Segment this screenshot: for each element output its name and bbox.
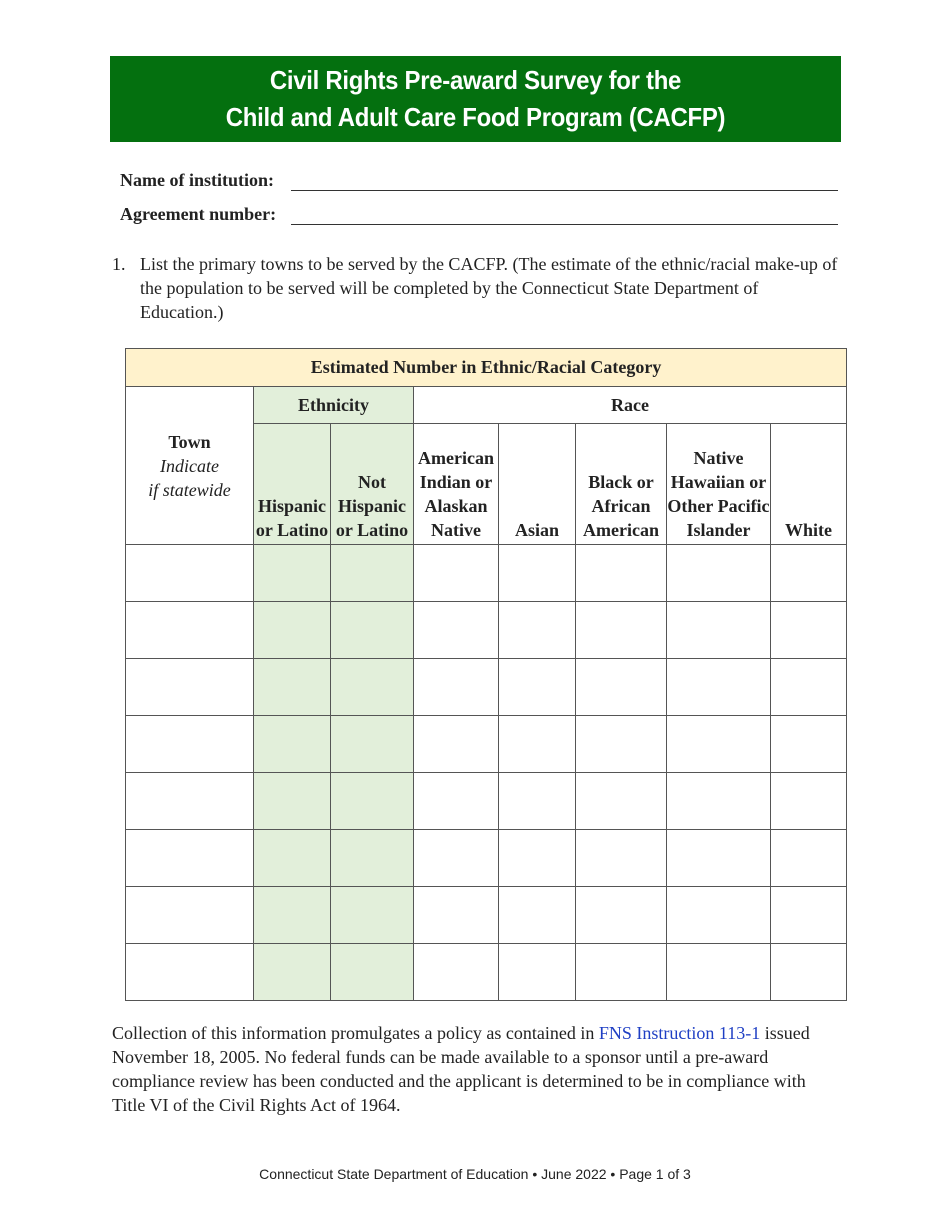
town-cell[interactable] xyxy=(126,545,254,602)
town-cell[interactable] xyxy=(126,944,254,1001)
count-cell[interactable] xyxy=(667,602,771,659)
count-cell[interactable] xyxy=(331,944,414,1001)
col-american-indian: American Indian or Alaskan Native xyxy=(414,424,499,545)
count-cell[interactable] xyxy=(576,659,667,716)
title-banner xyxy=(110,56,841,142)
institution-input-line[interactable] xyxy=(291,190,838,191)
count-cell[interactable] xyxy=(499,773,576,830)
count-cell[interactable] xyxy=(414,602,499,659)
count-cell[interactable] xyxy=(499,602,576,659)
count-cell[interactable] xyxy=(667,944,771,1001)
count-cell[interactable] xyxy=(331,887,414,944)
count-cell[interactable] xyxy=(499,659,576,716)
table-row xyxy=(126,659,847,716)
town-hint-2: if statewide xyxy=(148,479,231,500)
col-hispanic-or-latino: Hispanic or Latino xyxy=(254,424,331,545)
count-cell[interactable] xyxy=(667,830,771,887)
count-cell[interactable] xyxy=(576,830,667,887)
count-cell[interactable] xyxy=(499,830,576,887)
town-cell[interactable] xyxy=(126,887,254,944)
count-cell[interactable] xyxy=(576,602,667,659)
instruction-number: 1. xyxy=(112,254,126,274)
count-cell[interactable] xyxy=(414,716,499,773)
policy-text-before: Collection of this information promulgates a policy as contained in xyxy=(112,1023,599,1043)
count-cell[interactable] xyxy=(331,773,414,830)
count-cell[interactable] xyxy=(667,716,771,773)
town-header xyxy=(126,387,254,545)
fns-instruction-link[interactable]: FNS Instruction 113-1 xyxy=(598,1023,761,1043)
table-row xyxy=(126,545,847,602)
count-cell[interactable] xyxy=(771,659,847,716)
table-body xyxy=(126,545,847,1001)
table-row xyxy=(126,944,847,1001)
agreement-field-row xyxy=(120,204,276,225)
town-cell[interactable] xyxy=(126,716,254,773)
town-cell[interactable] xyxy=(126,602,254,659)
instruction-text: List the primary towns to be served by the CACFP. (The estimate of the ethnic/racial make-up of the population to be served will be completed by the Connecticut State Department of Education.) xyxy=(140,254,838,322)
ethnicity-header: Ethnicity xyxy=(254,387,414,424)
count-cell[interactable] xyxy=(576,716,667,773)
table-row xyxy=(126,716,847,773)
town-cell[interactable] xyxy=(126,659,254,716)
count-cell[interactable] xyxy=(499,944,576,1001)
count-cell[interactable] xyxy=(331,830,414,887)
town-label: Town xyxy=(168,431,211,452)
table-row xyxy=(126,830,847,887)
count-cell[interactable] xyxy=(576,773,667,830)
count-cell[interactable] xyxy=(331,545,414,602)
count-cell[interactable] xyxy=(254,944,331,1001)
town-cell[interactable] xyxy=(126,830,254,887)
count-cell[interactable] xyxy=(771,887,847,944)
count-cell[interactable] xyxy=(499,545,576,602)
count-cell[interactable] xyxy=(771,830,847,887)
race-header: Race xyxy=(414,387,847,424)
count-cell[interactable] xyxy=(667,545,771,602)
count-cell[interactable] xyxy=(771,602,847,659)
count-cell[interactable] xyxy=(576,887,667,944)
ethnic-racial-table xyxy=(125,348,847,1001)
table-row xyxy=(126,773,847,830)
agreement-label: Agreement number: xyxy=(120,204,277,224)
count-cell[interactable] xyxy=(254,716,331,773)
count-cell[interactable] xyxy=(254,773,331,830)
table-row xyxy=(126,887,847,944)
count-cell[interactable] xyxy=(414,659,499,716)
col-black-or-african-american: Black or African American xyxy=(576,424,667,545)
town-cell[interactable] xyxy=(126,773,254,830)
count-cell[interactable] xyxy=(576,545,667,602)
count-cell[interactable] xyxy=(576,944,667,1001)
page-footer: Connecticut State Department of Education • June 2022 • Page 1 of 3 xyxy=(259,1166,691,1182)
town-hint-1: Indicate xyxy=(160,455,219,476)
count-cell[interactable] xyxy=(771,773,847,830)
instruction-item-1 xyxy=(112,252,842,324)
count-cell[interactable] xyxy=(331,716,414,773)
count-cell[interactable] xyxy=(254,602,331,659)
count-cell[interactable] xyxy=(499,716,576,773)
count-cell[interactable] xyxy=(254,545,331,602)
count-cell[interactable] xyxy=(414,545,499,602)
title-line-2: Child and Adult Care Food Program (CACFP) xyxy=(225,102,726,132)
table-row xyxy=(126,602,847,659)
count-cell[interactable] xyxy=(254,830,331,887)
table-caption: Estimated Number in Ethnic/Racial Category xyxy=(126,349,847,387)
col-white: White xyxy=(771,424,847,545)
count-cell[interactable] xyxy=(414,830,499,887)
count-cell[interactable] xyxy=(331,659,414,716)
count-cell[interactable] xyxy=(254,659,331,716)
count-cell[interactable] xyxy=(414,887,499,944)
institution-field-row xyxy=(120,170,274,191)
count-cell[interactable] xyxy=(771,545,847,602)
count-cell[interactable] xyxy=(771,716,847,773)
title-line-1: Civil Rights Pre-award Survey for the xyxy=(269,65,682,95)
count-cell[interactable] xyxy=(414,773,499,830)
col-native-hawaiian: Native Hawaiian or Other Pacific Islander xyxy=(667,424,771,545)
count-cell[interactable] xyxy=(414,944,499,1001)
count-cell[interactable] xyxy=(254,887,331,944)
count-cell[interactable] xyxy=(667,773,771,830)
count-cell[interactable] xyxy=(667,887,771,944)
col-not-hispanic-or-latino: Not Hispanic or Latino xyxy=(331,424,414,545)
agreement-input-line[interactable] xyxy=(291,224,838,225)
policy-text-after: issued November 18, 2005. No federal funds can be made available to a sponsor until a pre-award compliance review has been conducted and the applicant is determined to be in compliance with Title VI of the Civil Rights Act of 1964. xyxy=(112,1023,810,1115)
col-asian: Asian xyxy=(499,424,576,545)
count-cell[interactable] xyxy=(331,602,414,659)
policy-paragraph xyxy=(112,1021,832,1117)
count-cell[interactable] xyxy=(499,887,576,944)
count-cell[interactable] xyxy=(771,944,847,1001)
institution-label: Name of institution: xyxy=(120,170,274,190)
count-cell[interactable] xyxy=(667,659,771,716)
